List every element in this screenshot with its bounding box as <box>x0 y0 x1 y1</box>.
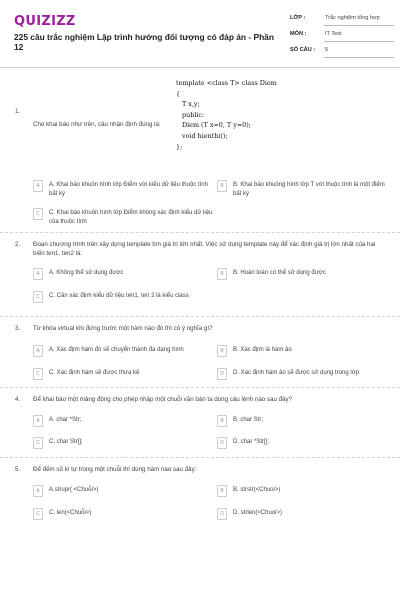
meta-row-class <box>290 10 394 26</box>
option-letter-box: D <box>217 437 227 449</box>
question-number: 1. <box>15 108 21 115</box>
option-text: C. Cần xác định kiểu dữ liệu ten1, ten 2 là kiểu class <box>49 293 189 299</box>
option-text: C. len(<Chuỗi>) <box>49 510 92 516</box>
option-letter-box: C <box>33 208 43 220</box>
option-text: B. Khai báo khuông hình lớp T với thuộc tính là một điểm bất kỳ <box>233 182 385 197</box>
meta-row-count <box>290 42 394 58</box>
option-text: D. strlen(<Chuoi>) <box>233 510 283 516</box>
meta-value: IT Test <box>324 26 394 42</box>
question-number: 5. <box>15 466 21 473</box>
question-text: Để đếm số kí tự trong một chuỗi thì dùng hàm nào sau đây: <box>33 466 197 473</box>
question-divider <box>0 457 400 458</box>
answer-option[interactable] <box>33 345 213 357</box>
option-text: B. Xác định là hàm ảo <box>233 347 292 353</box>
meta-label: MÔN : <box>290 31 307 37</box>
question-text: Đoạn chương trình trên xây dựng template tìm giá trị lớn nhất. Việc sử dụng template này để xác định giá trị lớn nhất của hai biến ten1, ten2 là: <box>33 241 376 257</box>
option-text: B. strstr(<Chuoi>) <box>233 487 281 493</box>
option-text: C. Khai báo khuôn hình lớp Điểm không xác định kiểu dữ liệu của thuộc tính <box>49 210 213 225</box>
option-letter-box: B <box>217 345 227 357</box>
option-text: D. char *Str[]; <box>233 439 270 445</box>
question-text: Từ khóa virtual khi đứng trước một hàm nào đó thì có ý nghĩa gì? <box>33 325 213 332</box>
code-line: T x,y; <box>182 100 200 109</box>
option-text: A. char *Str; <box>49 417 82 423</box>
option-text: D. Xác định hàm ảo sẽ được sử dụng trong lớp <box>233 370 359 376</box>
worksheet-header <box>0 0 400 68</box>
meta-label: LỚP : <box>290 15 306 21</box>
answer-option[interactable] <box>33 208 213 226</box>
meta-label: SỐ CÂU : <box>290 47 316 53</box>
option-text: B. char Str; <box>233 417 264 423</box>
option-text: A. Khai báo khuôn hình lớp Điểm với kiểu dữ liệu thuộc tính bất kỳ <box>49 182 208 197</box>
option-text: C. char Str[]; <box>49 439 83 445</box>
option-letter-box: B <box>217 485 227 497</box>
meta-value: Trắc nghiệm tổng hợp <box>324 10 394 26</box>
option-letter-box: C <box>33 508 43 520</box>
answer-option[interactable] <box>33 291 213 303</box>
question-number: 2. <box>15 241 21 248</box>
answer-option[interactable] <box>33 415 213 427</box>
option-letter-box: A <box>33 415 43 427</box>
option-letter-box: C <box>33 368 43 380</box>
question-divider <box>0 316 400 317</box>
question-number: 4. <box>15 396 21 403</box>
option-letter-box: A <box>33 345 43 357</box>
option-letter-box: C <box>33 437 43 449</box>
answer-option[interactable] <box>217 415 393 427</box>
code-line: public: <box>182 110 205 119</box>
code-line: Diem (T x=0, T y=0); <box>182 121 251 130</box>
answer-option[interactable] <box>217 437 393 449</box>
option-letter-box: A <box>33 485 43 497</box>
answer-option[interactable] <box>33 180 213 198</box>
meta-value: 5 <box>324 42 394 58</box>
option-letter-box: D <box>217 368 227 380</box>
code-line: void hienthi(); <box>182 131 228 140</box>
answer-option[interactable] <box>217 485 393 497</box>
code-line: }; <box>176 142 183 151</box>
option-letter-box: C <box>33 291 43 303</box>
code-line: { <box>176 89 181 98</box>
answer-option[interactable] <box>33 508 213 520</box>
answer-option[interactable] <box>217 180 393 198</box>
meta-row-subject <box>290 26 394 42</box>
option-letter-box: B <box>217 268 227 280</box>
answer-option[interactable] <box>33 485 213 497</box>
question-divider <box>0 232 400 233</box>
meta-info <box>290 10 394 58</box>
code-snippet-image <box>176 78 278 168</box>
option-letter-box: D <box>217 508 227 520</box>
option-letter-box: A <box>33 268 43 280</box>
question-divider <box>0 387 400 388</box>
option-letter-box: B <box>217 180 227 192</box>
question-text: Cho khai báo như trên, câu nhận định đúng là: <box>33 121 161 128</box>
answer-option[interactable] <box>33 437 213 449</box>
answer-option[interactable] <box>217 268 393 280</box>
answer-option[interactable] <box>217 508 393 520</box>
option-text: A. Xác định hàm đó sẽ chuyển thành đa dạng hình <box>49 347 184 353</box>
code-line: template <class T> class Diem <box>176 79 277 87</box>
option-text: B. Hoàn toàn có thể sử dụng được <box>233 270 326 276</box>
question-text: Để khai báo một mảng động cho phép nhập một chuỗi văn bản ta dùng câu lệnh nào sau đây? <box>33 396 293 403</box>
document-title: 225 câu trắc nghiệm Lập trình hướng đối tượng có đáp án - Phần 12 <box>14 32 274 52</box>
option-text: A.strupr( <Chuỗi>) <box>49 487 99 493</box>
question-number: 3. <box>15 325 21 332</box>
quizizz-logo: QUIZIZZ <box>14 14 76 29</box>
option-text: C. Xác định hàm sẽ được thừa kế <box>49 370 140 376</box>
answer-option[interactable] <box>217 368 393 380</box>
answer-option[interactable] <box>217 345 393 357</box>
option-letter-box: B <box>217 415 227 427</box>
option-text: A. Không thể sử dụng được <box>49 270 124 276</box>
answer-option[interactable] <box>33 268 213 280</box>
answer-option[interactable] <box>33 368 213 380</box>
option-letter-box: A <box>33 180 43 192</box>
